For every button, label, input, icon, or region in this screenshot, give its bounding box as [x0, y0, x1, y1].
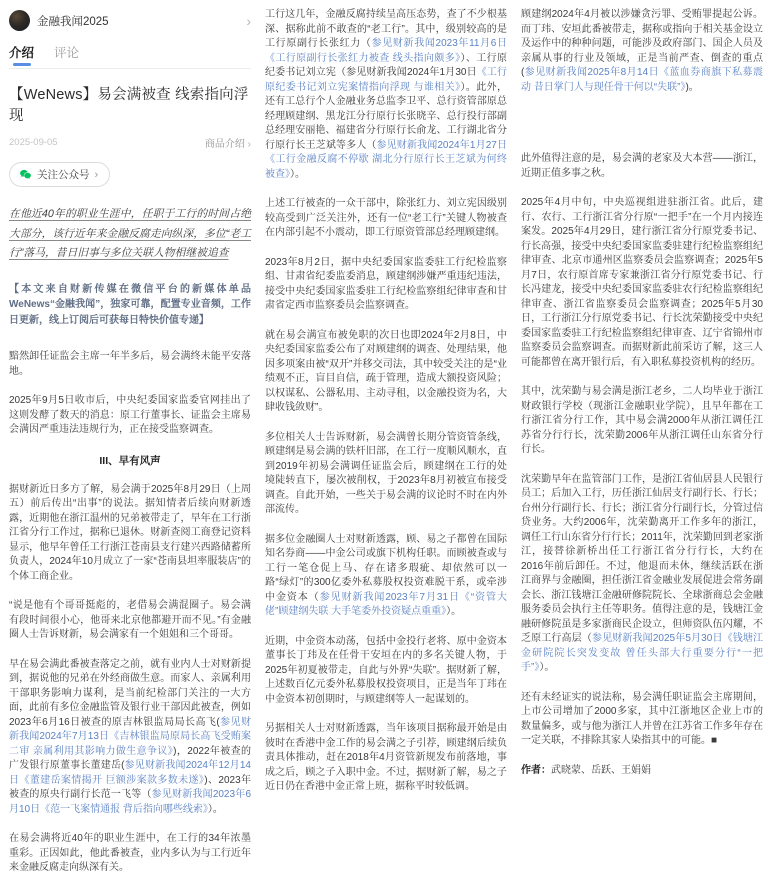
text-segment: “说是他有个哥哥挺彪的，老借易会满混圈子。易会满有段时间很小心，他哥来北京他都避开而不见。”有金融圈人士告诉财新，易会满家有一个姐姐和三个哥哥。 — [9, 600, 251, 640]
paragraph — [521, 8, 763, 95]
article-ref-link[interactable]: 参见财新我闻2025年5月30日《钱塘江金研院院长突发变故 曾任头部大行重要分行“一把手”》 — [521, 633, 763, 673]
author-names: 武晓蒙、岳跃、王娟娟 — [551, 764, 651, 776]
text-segment: 沈荣勤早年在监管部门工作，是浙江省仙居县人民银行员工；后加入工行，历任浙江仙居支行副行长、行长；台州分行副行长、行长；浙江省分行副行长，分管过信贷业务。大约2006年，沈荣勤离开工作多年的浙江，调任工行山东省分行行长；2011年，沈荣勤回到老家浙江，接替徐新桥出任工行浙江省分行行长，大约在2016年前后卸任。不过，他退而未休，继续活跃在浙江商界与金融圈，担任浙江省金融业发展促进会常务副会长、浙江钱塘江金融研修院院长、全球浙商总会金融服务委员会执行主任等职务。值得注意的是，钱塘江金融研修院虽是多家浙商民企设立，但师资队伍闪耀，不乏原工行高层（ — [521, 473, 763, 644]
text-segment: ）。 — [207, 803, 223, 815]
paragraph — [265, 329, 507, 416]
article-ref-link[interactable]: 参见财新我闻2023年7月31日《“资管大佬”顾建纲失联 大手笔委外投资疑点重重》 — [265, 591, 507, 617]
text-segment: 据多位金融圈人士对财新透露，顾、易之子都曾在国际知名券商——中金公司或旗下机构任职。而顾被查或与工行一笔仓促上马、存在诸多瑕疵、却依然可以一路“绿灯”的300亿委外私募股权投资难脱干系，或牵涉中金资本（ — [265, 533, 507, 603]
article-summary: 在他近40年的职业生涯中，任职于工行的时间占绝大部分，该行近年来金融反腐走向纵深，多位“老工行”落马，昔日旧事与多位关联人物相继被追查 — [9, 208, 251, 259]
tab-bar — [9, 41, 251, 69]
paragraph — [521, 473, 763, 676]
text-segment: 早在易会满此番被查落定之前，就有业内人士对财新提到，据说他的兄弟在外经商做生意。而家人、亲属利用干部职务影响力谋利，是当前纪检部门关注的一大方面，此前有多位金融监管及银行业干部因此被查，例如2023年6月16日被查的原吉林银监局局长高飞( — [9, 658, 251, 728]
product-intro-link[interactable] — [205, 135, 251, 150]
text-segment: ）、工行原纪委书记刘立宪（参见财新我闻2024年1月30日 — [265, 52, 508, 78]
text-segment: ）。 — [290, 168, 305, 180]
account-header[interactable] — [9, 8, 251, 41]
article-column-1 — [9, 8, 252, 873]
text-segment: )。 — [685, 81, 699, 93]
tab-intro-label: 介绍 — [9, 46, 35, 60]
paragraph — [521, 152, 763, 181]
publish-date: 2025-09-05 — [9, 137, 58, 148]
text-segment: 多位相关人士告诉财新，易会满曾长期分管资管条线，顾建纲是易会满的铁杆旧部，在工行一度顺风顺水，直到2019年初易会满调任证监会后，顾建纲在工行的处境陡转直下，屡次被削权，于2023年8月初被宣布接受调查。自此开始，一些关于易会满的议论时不时在内外部流传。 — [265, 431, 507, 515]
follow-account-button[interactable] — [9, 162, 110, 187]
paragraph — [265, 722, 507, 795]
page-title: 【WeNews】易会满被查 线索指向浮现 — [9, 87, 249, 124]
paragraph — [265, 635, 507, 708]
text-segment: 其中，沈荣勤与易会满是浙江老乡，二人均毕业于浙江财政银行学校（现浙江金融职业学院），且早年都在工行浙江省分行工作，其中易会满2000年从浙江调任江苏省分行行长，沈荣勤2006年从浙江调任山东省分行行长。 — [521, 386, 763, 455]
paragraph — [265, 533, 507, 620]
account-name: 金融我闻2025 — [37, 15, 109, 28]
paragraph — [9, 599, 251, 643]
follow-button-label: 关注公众号 — [37, 169, 90, 181]
paragraph — [265, 256, 507, 314]
paragraph — [9, 394, 251, 438]
text-segment: 此外值得注意的是，易会满的老家及大本营——浙江，近期正值多事之秋。 — [521, 153, 763, 179]
text-segment: 上述工行被查的一众干部中，除张红力、刘立宪因级别较高受到广泛关注外，还有一位“老工行”关键人物被查在内部引起不小震动，即工行原资管部总经理顾建纲。 — [265, 198, 507, 238]
wechat-icon — [19, 168, 32, 181]
article-ref-link[interactable]: 参见财新我闻2024年7月13日《吉林银监局原局长高飞受贿案二审 亲属利用其影响力做生意争议》 — [9, 716, 251, 757]
text-segment: 在易会满将近40年的职业生涯中，在工行的34年浓墨重彩。正因如此，他此番被查，业内多认为与工行近年来金融反腐走向纵深有关。 — [9, 833, 251, 873]
tab-intro[interactable] — [9, 43, 34, 68]
source-note: 【本文来自财新传媒在微信平台的新媒体单品 WeNews“金融我闻”，独家可靠，配置专业音频，工作日更新，线上订阅后可获每日特快价值专递】 — [9, 283, 251, 326]
paragraph — [9, 832, 251, 876]
paragraph — [9, 483, 251, 585]
paragraph — [521, 691, 763, 749]
account-avatar — [9, 10, 30, 31]
active-tab-indicator — [13, 63, 31, 66]
article-ref-link[interactable]: 参见财新我闻2024年1月27日《工行金融反腐不停歇 湖北分行原行长王芝斌为何终被查》 — [265, 139, 507, 180]
paragraph — [9, 658, 251, 818]
paragraph — [265, 431, 507, 518]
paragraph — [265, 8, 507, 182]
article-ref-link[interactable]: 《工行原纪委书记刘立宪案情指向浮现 与谁相关》 — [265, 67, 507, 93]
chevron-right-icon: › — [247, 139, 251, 150]
text-segment: 就在易会满宣布被免职的次日也即2024年2月8日，中央纪委国家监委公布了对顾建纲的调查、处理结果，他因多项案由被“双开”并移交司法，其中较受关注的是“业绩观不正，盲目自信，疏于管理，造成大额投资风险；以权谋私、公器私用、主动寻租，以金融投资为名，大肆收钱敛财”。 — [265, 329, 507, 413]
column-2-body — [265, 8, 507, 795]
text-segment: 工行这几年，金融反腐持续呈高压态势，查了不少根基深、据称此前不敢查的“老工行”。其中，级别较高的是工行原副行长张红力（ — [265, 9, 507, 49]
text-segment: 另据相关人士对财新透露，当年该项目据称最开始是由彼时在香港中金工作的易会满之子引荐，顾建纲后续负责具体推动，赶在2018年4月资管新规发布前落地，事成之后，顾之子入职中金。不过，据财新了解，易之子近日仍在香港中金正常上班，据称平时较低调。 — [265, 723, 507, 792]
text-segment: 据财新近日多方了解，易会满于2025年8月29日（上周五）前后传出“出事”的说法。据知情者后续向财新透露，近期他在浙江温州的兄弟被带走了，早年在工行浙江省分行工作过，据称已退休。财新查阅工商登记资料显示，他早年曾任工行浙江苍南县支行建兴西路储蓄所负责人，2024年10月成立了一家“苍南县坦率服装店”的个体工商企业。 — [9, 483, 251, 582]
text-segment: 黯然卸任证监会主席一年半多后，易会满终未能平安落地。 — [9, 351, 251, 377]
text-segment: )，2022年被查的广发银行原董事长董建岳( — [9, 745, 252, 771]
text-segment: ）。 — [539, 662, 555, 673]
author-label: 作者： — [521, 764, 551, 776]
text-segment: 近期，中金资本动荡，包括中金投行老将、原中金资本董事长丁玮及在任骨干安垣在内的多名关键人物，于2025年初夏被带走，自此与外界“失联”。据财新了解，上述数百亿元委外私募股权投资项目，正是当年丁玮在中金资本初创期时，与顾建纲等人一起谋划的。 — [265, 635, 507, 705]
column-3-body — [521, 8, 763, 778]
text-segment: 2023年8月2日，据中央纪委国家监委驻工行纪检监察组、甘肃省纪委监委消息，顾建纲涉嫌严重违纪违法，接受中央纪委国家监委驻工行纪检监察组纪律审查和甘肃省定西市监察委员会监察调查。 — [265, 256, 507, 311]
paragraph — [521, 196, 763, 370]
chevron-right-icon: › — [94, 168, 99, 181]
text-segment: 顾建纲2024年4月被以涉嫌贪污罪、受贿罪提起公诉。而丁玮、安垣此番被带走，据称或指向于相关基金设立及运作中的种种问题，可能涉及政府部门、国企人员及亲属从事的行业及领域，正是当前严查、倒查的重点( — [521, 9, 763, 78]
text-segment: )、2023年被查的原央行副行长范一飞等（ — [9, 774, 252, 800]
article-column-2 — [265, 8, 507, 800]
chevron-right-icon[interactable]: › — [246, 12, 251, 29]
article-ref-link[interactable]: 参见财新我闻2023年11月6日《工行原副行长张红力被查 线头指向颇多》 — [265, 38, 507, 64]
author-line — [521, 764, 763, 779]
meta-row — [9, 135, 251, 150]
section-heading: III、早有风声 — [99, 454, 161, 467]
product-intro-label: 商品介绍 — [204, 139, 245, 150]
tab-comments-label: 评论 — [54, 46, 80, 60]
text-segment: 还有未经证实的说法称，易会满任职证监会主席期间，上市公司增加了2000多家，其中江浙地区企业上市的数量偏多，或与他为浙江人并曾在江苏省工作多年存在一定关联，不排除其家人染指其中的可能。■ — [521, 691, 763, 746]
article-ref-link[interactable]: 参见财新我闻2023年6月10日《范一飞案情通报 背后指向哪些线索》 — [9, 789, 252, 815]
tab-comments[interactable] — [54, 43, 79, 68]
paragraph — [9, 350, 251, 379]
text-segment: ）。 — [446, 606, 462, 617]
paragraph — [265, 197, 507, 241]
text-segment: ）。此外，还有工总行个人金融业务总监李卫平、总行资管部原总经理顾建纲、黑龙江分行原行长张晓辛、总行投行部副总经理安丽艳、福建省分行原行长俞龙、工行湖北省分行原行长王芝斌等多人（ — [265, 81, 508, 151]
column-1-body — [9, 205, 251, 876]
paragraph — [521, 385, 763, 458]
article-ref-link[interactable]: 参见财新我闻2025年8月14日《蓝血券商旗下私募震动 昔日掌门人与现任骨干何以“失联”》 — [521, 67, 763, 93]
section-spacer — [521, 110, 763, 152]
article-ref-link[interactable]: 参见财新我闻2024年12月14日《董建岳案情揭开 巨额涉案款多数未遂》 — [9, 760, 251, 786]
text-segment: 2025年9月5日收市后，中央纪委国家监委官网挂出了这则发酵了数天的消息：原工行董事长、证监会主席易会满因严重违法违规行为，正在接受监察调查。 — [9, 395, 251, 435]
article-column-3 — [521, 8, 763, 800]
text-segment: 2025年4月中旬，中央巡视组进驻浙江省。此后，建行、农行、工行浙江省分行原“一把手”在一个月内接连案发。2025年4月29日，建行浙江省分行原党委书记、行长高强，接受中央纪委国家监委驻建行纪检监察组纪律审查、北京市通州区监察委员会监察调查；2025年5月7日，农行原首席专家兼浙江省分行原党委书记、行长冯建龙，接受中央纪委国家监委驻农行纪检监察组纪律审查、浙江省监察委员会监察调查；2025年5月30日，工行浙江分行原党委书记、行长沈荣勤接受中央纪委国家监委驻工行纪检监察组纪律审查、辽宁省锦州市监察委员会监察调查。而据财新此前采访了解，这三人可能都曾在离开银行后，有入职私募投资机构的经历。 — [521, 197, 763, 368]
